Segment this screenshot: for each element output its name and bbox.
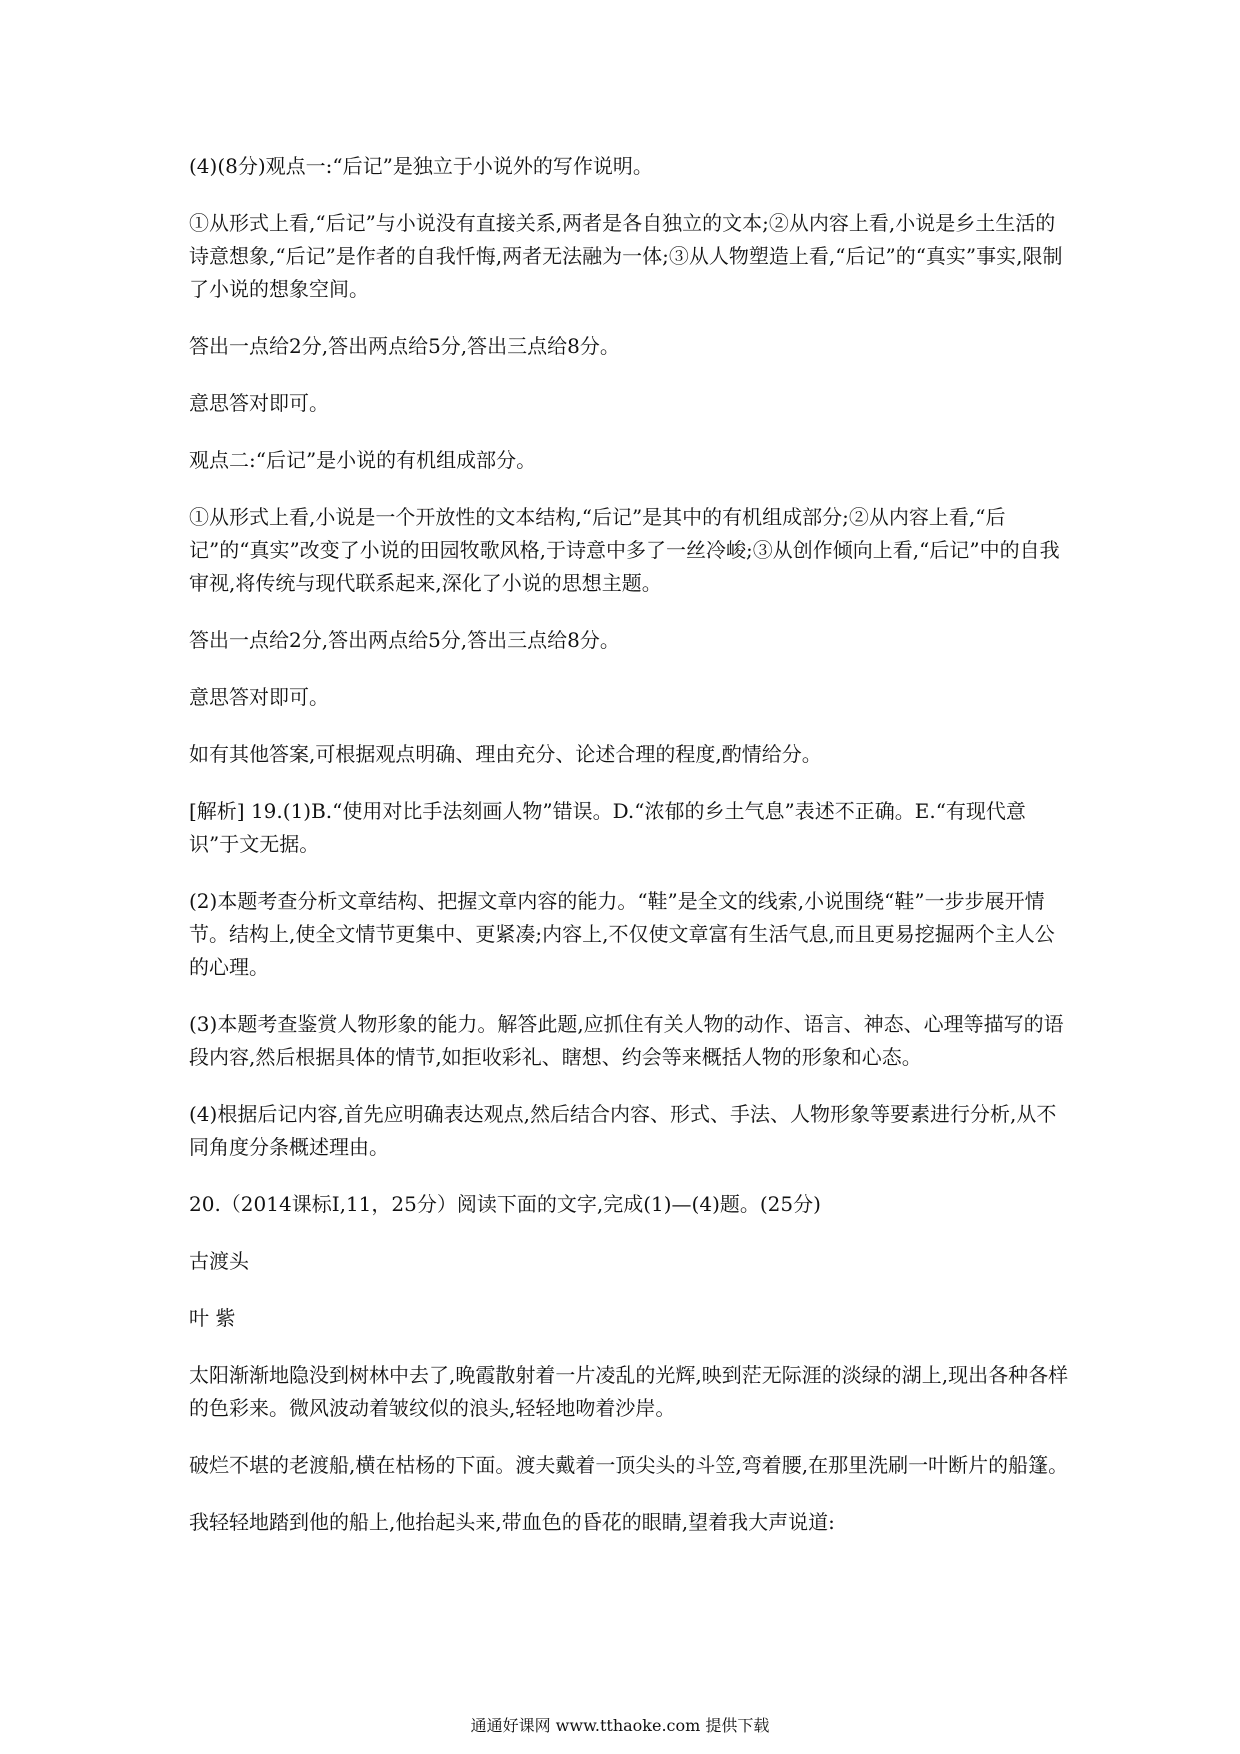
paragraph-question-4-viewpoint-one: (4)(8分)观点一:“后记”是独立于小说外的写作说明。 bbox=[189, 154, 653, 178]
paragraph-viewpoint-one-reasons: ①从形式上看,“后记”与小说没有直接关系,两者是各自独立的文本;②从内容上看,小说是乡土生活的诗意想象,“后记”是作者的自我忏悔,两者无法融为一体;③从人物塑造上看,“后记”的“真实”事实,限制了小说的想象空间。 bbox=[189, 211, 1063, 301]
document-body bbox=[189, 150, 1069, 1563]
story-paragraph-3: 我轻轻地踏到他的船上,他抬起头来,带血色的昏花的眼睛,望着我大声说道: bbox=[189, 1510, 835, 1534]
paragraph-other-answers: 如有其他答案,可根据观点明确、理由充分、论述合理的程度,酌情给分。 bbox=[189, 742, 822, 766]
paragraph-analysis-19-4: (4)根据后记内容,首先应明确表达观点,然后结合内容、形式、手法、人物形象等要素进行分析,从不同角度分条概述理由。 bbox=[189, 1102, 1057, 1159]
paragraph-viewpoint-two-reasons: ①从形式上看,小说是一个开放性的文本结构,“后记”是其中的有机组成部分;②从内容上看,“后记”的“真实”改变了小说的田园牧歌风格,于诗意中多了一丝冷峻;③从创作倾向上看,“后记”中的自我审视,将传统与现代联系起来,深化了小说的思想主题。 bbox=[189, 505, 1060, 595]
paragraph-analysis-19-3: (3)本题考查鉴赏人物形象的能力。解答此题,应抓住有关人物的动作、语言、神态、心理等描写的语段内容,然后根据具体的情节,如拒收彩礼、瞎想、约会等来概括人物的形象和心态。 bbox=[189, 1012, 1064, 1069]
paragraph-scoring-rule-two: 答出一点给2分,答出两点给5分,答出三点给8分。 bbox=[189, 628, 620, 652]
paragraph-analysis-19-1: [解析] 19.(1)B.“使用对比手法刻画人物”错误。D.“浓郁的乡土气息”表述不正确。E.“有现代意识”于文无据。 bbox=[189, 799, 1026, 856]
story-title: 古渡头 bbox=[189, 1249, 249, 1273]
story-paragraph-2: 破烂不堪的老渡船,横在枯杨的下面。渡夫戴着一顶尖头的斗笠,弯着腰,在那里洗刷一叶断片的船篷。 bbox=[189, 1453, 1069, 1477]
paragraph-meaning-correct-two: 意思答对即可。 bbox=[189, 685, 329, 709]
paragraph-meaning-correct-one: 意思答对即可。 bbox=[189, 391, 329, 415]
story-author: 叶 紫 bbox=[189, 1306, 236, 1330]
story-paragraph-1: 太阳渐渐地隐没到树林中去了,晚霞散射着一片凌乱的光辉,映到茫无际涯的淡绿的湖上,现出各种各样的色彩来。微风波动着皱纹似的浪头,轻轻地吻着沙岸。 bbox=[189, 1363, 1069, 1420]
page-footer: 通通好课网 www.tthaoke.com 提供下载 bbox=[470, 1716, 770, 1735]
paragraph-scoring-rule-one: 答出一点给2分,答出两点给5分,答出三点给8分。 bbox=[189, 334, 620, 358]
paragraph-analysis-19-2: (2)本题考查分析文章结构、把握文章内容的能力。“鞋”是全文的线索,小说围绕“鞋”一步步展开情节。结构上,使全文情节更集中、更紧凑;内容上,不仅使文章富有生活气息,而且更易挖掘两个主人公的心理。 bbox=[189, 889, 1055, 979]
paragraph-viewpoint-two: 观点二:“后记”是小说的有机组成部分。 bbox=[189, 448, 537, 472]
paragraph-question-20-heading: 20.（2014课标Ⅰ,11，25分）阅读下面的文字,完成(1)—(4)题。(25分) bbox=[189, 1192, 821, 1216]
